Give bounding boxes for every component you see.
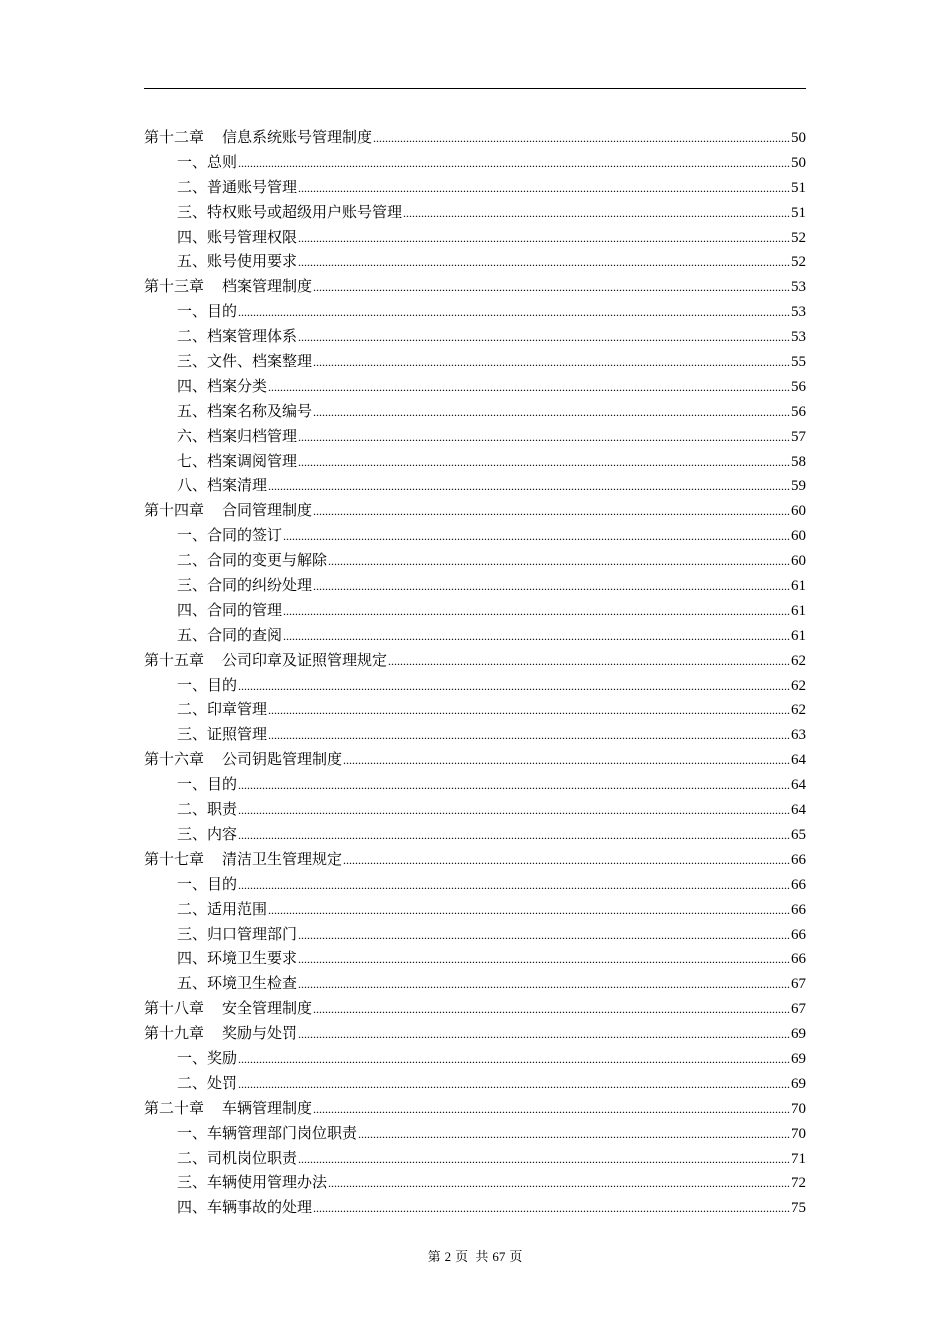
toc-dot-leader: [268, 375, 790, 400]
toc-entry-title: 五、账号使用要求: [177, 252, 298, 271]
toc-dot-leader: [328, 1171, 790, 1196]
toc-page-number: 60: [791, 528, 806, 545]
toc-entry-title: 五、合同的查阅: [177, 625, 283, 644]
toc-entry-title: 合同管理制度: [222, 501, 313, 520]
toc-section-entry[interactable]: [144, 523, 806, 548]
toc-page-number: 69: [791, 1026, 806, 1043]
toc-dot-leader: [283, 599, 790, 624]
toc-section-entry[interactable]: [144, 1121, 806, 1146]
toc-entry-title: 一、目的: [177, 874, 238, 893]
table-of-contents: [144, 125, 806, 1220]
toc-section-entry[interactable]: [144, 473, 806, 498]
toc-entry-label: [177, 473, 267, 498]
toc-page-number: 60: [791, 553, 806, 570]
toc-section-entry[interactable]: [144, 722, 806, 747]
toc-page-number: 53: [791, 279, 806, 296]
toc-dot-leader: [328, 549, 790, 574]
toc-entry-title: 公司印章及证照管理规定: [222, 650, 388, 669]
toc-dot-leader: [313, 400, 790, 425]
toc-page-number: 64: [791, 752, 806, 769]
toc-entry-title: 三、合同的纠纷处理: [177, 576, 313, 595]
toc-dot-leader: [238, 798, 790, 823]
toc-entry-label: [144, 648, 387, 673]
toc-entry-label: [144, 498, 312, 523]
toc-dot-leader: [313, 997, 790, 1022]
toc-section-entry[interactable]: [144, 922, 806, 947]
toc-page-number: 66: [791, 901, 806, 918]
toc-dot-leader: [298, 947, 790, 972]
toc-entry-title: 一、合同的签订: [177, 526, 283, 545]
toc-entry-title: 三、特权账号或超级用户账号管理: [177, 202, 403, 221]
toc-entry-label: [177, 424, 297, 449]
toc-page-number: 51: [791, 179, 806, 196]
toc-entry-title: 二、普通账号管理: [177, 177, 298, 196]
toc-entry-title: 二、印章管理: [177, 700, 268, 719]
toc-entry-title: 档案管理制度: [222, 277, 313, 296]
toc-page-number: 67: [791, 1001, 806, 1018]
toc-dot-leader: [313, 499, 790, 524]
toc-dot-leader: [388, 649, 790, 674]
toc-dot-leader: [268, 723, 790, 748]
toc-chapter-entry[interactable]: [144, 125, 806, 150]
toc-chapter-number: 第十四章: [144, 501, 205, 520]
toc-section-entry[interactable]: [144, 897, 806, 922]
toc-section-entry[interactable]: [144, 1195, 806, 1220]
toc-page-number: 51: [791, 204, 806, 221]
toc-entry-label: [177, 1195, 312, 1220]
toc-chapter-number: 第十三章: [144, 277, 205, 296]
toc-entry-title: 一、奖励: [177, 1048, 238, 1067]
toc-entry-title: 公司钥匙管理制度: [222, 750, 343, 769]
toc-chapter-number: 第十五章: [144, 650, 205, 669]
toc-entry-label: [144, 274, 312, 299]
toc-chapter-entry[interactable]: [144, 747, 806, 772]
toc-section-entry[interactable]: [144, 598, 806, 623]
toc-section-entry[interactable]: [144, 1046, 806, 1071]
toc-dot-leader: [373, 126, 790, 151]
toc-page-number: 55: [791, 354, 806, 371]
toc-section-entry[interactable]: [144, 249, 806, 274]
toc-page-number: 52: [791, 254, 806, 271]
toc-entry-label: [177, 772, 237, 797]
toc-section-entry[interactable]: [144, 449, 806, 474]
toc-page-number: 72: [791, 1175, 806, 1192]
toc-page-number: 61: [791, 627, 806, 644]
toc-page-number: 64: [791, 777, 806, 794]
toc-entry-title: 五、档案名称及编号: [177, 401, 313, 420]
toc-dot-leader: [238, 823, 790, 848]
toc-dot-leader: [298, 1022, 790, 1047]
toc-entry-title: 车辆管理制度: [222, 1098, 313, 1117]
toc-page-number: 62: [791, 702, 806, 719]
toc-entry-title: 七、档案调阅管理: [177, 451, 298, 470]
toc-dot-leader: [283, 624, 790, 649]
footer-current-page: 2: [444, 1249, 452, 1264]
toc-page-number: 70: [791, 1100, 806, 1117]
toc-section-entry[interactable]: [144, 872, 806, 897]
toc-page-number: 56: [791, 378, 806, 395]
toc-entry-label: [177, 673, 237, 698]
toc-chapter-entry[interactable]: [144, 996, 806, 1021]
footer-total-pages: 67: [492, 1249, 506, 1264]
toc-section-entry[interactable]: [144, 399, 806, 424]
toc-section-entry[interactable]: [144, 225, 806, 250]
toc-entry-title: 一、总则: [177, 152, 238, 171]
toc-dot-leader: [403, 201, 790, 226]
toc-chapter-entry[interactable]: [144, 498, 806, 523]
toc-section-entry[interactable]: [144, 1146, 806, 1171]
toc-page-number: 62: [791, 652, 806, 669]
toc-dot-leader: [238, 300, 790, 325]
toc-entry-title: 奖励与处罚: [222, 1024, 298, 1043]
toc-dot-leader: [238, 674, 790, 699]
toc-section-entry[interactable]: [144, 623, 806, 648]
toc-section-entry[interactable]: [144, 548, 806, 573]
toc-dot-leader: [358, 1122, 790, 1147]
toc-page-number: 50: [791, 154, 806, 171]
toc-page-number: 67: [791, 976, 806, 993]
toc-page-number: 66: [791, 951, 806, 968]
toc-entry-label: [177, 797, 237, 822]
toc-entry-title: 一、目的: [177, 302, 238, 321]
toc-page-number: 63: [791, 727, 806, 744]
toc-dot-leader: [298, 972, 790, 997]
toc-page-number: 61: [791, 578, 806, 595]
toc-chapter-entry[interactable]: [144, 847, 806, 872]
toc-entry-label: [177, 1046, 237, 1071]
toc-entry-title: 信息系统账号管理制度: [222, 128, 373, 146]
toc-page-number: 70: [791, 1125, 806, 1142]
toc-entry-title: 二、合同的变更与解除: [177, 551, 328, 570]
toc-entry-label: [177, 299, 237, 324]
toc-entry-label: [177, 822, 237, 847]
toc-page-number: 66: [791, 926, 806, 943]
toc-entry-title: 二、处罚: [177, 1073, 238, 1092]
toc-page-number: 53: [791, 304, 806, 321]
toc-entry-label: [177, 150, 237, 175]
toc-page-number: 62: [791, 677, 806, 694]
toc-dot-leader: [313, 350, 790, 375]
toc-entry-title: 一、目的: [177, 675, 238, 694]
toc-page-number: 69: [791, 1075, 806, 1092]
footer-total-word: 共: [475, 1249, 489, 1264]
toc-entry-title: 四、合同的管理: [177, 600, 283, 619]
toc-chapter-entry[interactable]: [144, 648, 806, 673]
toc-section-entry[interactable]: [144, 175, 806, 200]
toc-section-entry[interactable]: [144, 946, 806, 971]
toc-dot-leader: [298, 923, 790, 948]
toc-entry-label: [177, 872, 237, 897]
toc-entry-label: [177, 523, 282, 548]
toc-section-entry[interactable]: [144, 200, 806, 225]
toc-section-entry[interactable]: [144, 797, 806, 822]
toc-entry-label: [177, 946, 297, 971]
toc-entry-title: 三、证照管理: [177, 725, 268, 744]
footer-page-word: 页: [455, 1249, 469, 1264]
footer-suffix: 页: [509, 1249, 523, 1264]
toc-entry-label: [177, 623, 282, 648]
toc-entry-label: [177, 399, 312, 424]
toc-dot-leader: [268, 474, 790, 499]
toc-chapter-number: 第十九章: [144, 1024, 205, 1043]
toc-entry-title: 六、档案归档管理: [177, 426, 298, 445]
toc-entry-title: 一、车辆管理部门岗位职责: [177, 1123, 358, 1142]
toc-dot-leader: [298, 450, 790, 475]
toc-page-number: 50: [791, 130, 806, 146]
toc-dot-leader: [238, 773, 790, 798]
toc-section-entry[interactable]: [144, 573, 806, 598]
toc-entry-label: [177, 324, 297, 349]
toc-entry-label: [177, 697, 267, 722]
toc-section-entry[interactable]: [144, 1071, 806, 1096]
toc-entry-label: [177, 573, 312, 598]
toc-section-entry[interactable]: [144, 424, 806, 449]
toc-dot-leader: [268, 698, 790, 723]
toc-dot-leader: [343, 748, 790, 773]
toc-page-number: 69: [791, 1050, 806, 1067]
toc-dot-leader: [298, 176, 790, 201]
toc-section-entry[interactable]: [144, 673, 806, 698]
toc-dot-leader: [313, 1097, 790, 1122]
toc-entry-title: 清洁卫生管理规定: [222, 849, 343, 868]
toc-entry-title: 四、车辆事故的处理: [177, 1198, 313, 1217]
toc-entry-title: 一、目的: [177, 775, 238, 794]
toc-entry-label: [177, 548, 327, 573]
toc-page-number: 64: [791, 802, 806, 819]
toc-chapter-entry[interactable]: [144, 1096, 806, 1121]
toc-entry-label: [177, 922, 297, 947]
toc-entry-label: [144, 847, 342, 872]
toc-entry-title: 二、司机岗位职责: [177, 1148, 298, 1167]
toc-dot-leader: [268, 898, 790, 923]
toc-dot-leader: [343, 848, 790, 873]
toc-section-entry[interactable]: [144, 349, 806, 374]
toc-entry-label: [144, 125, 372, 150]
toc-section-entry[interactable]: [144, 324, 806, 349]
toc-page-number: 65: [791, 826, 806, 843]
page-footer: [0, 1246, 950, 1265]
toc-entry-title: 五、环境卫生检查: [177, 974, 298, 993]
toc-entry-title: 二、适用范围: [177, 899, 268, 918]
toc-entry-label: [177, 200, 402, 225]
toc-section-entry[interactable]: [144, 374, 806, 399]
toc-section-entry[interactable]: [144, 1170, 806, 1195]
toc-entry-label: [177, 1121, 357, 1146]
toc-dot-leader: [298, 250, 790, 275]
toc-chapter-number: 第十六章: [144, 750, 205, 769]
toc-dot-leader: [298, 226, 790, 251]
toc-section-entry[interactable]: [144, 971, 806, 996]
toc-page-number: 57: [791, 428, 806, 445]
toc-page-number: 52: [791, 229, 806, 246]
toc-entry-title: 二、职责: [177, 800, 238, 819]
toc-entry-label: [177, 722, 267, 747]
toc-page-number: 53: [791, 329, 806, 346]
toc-entry-label: [177, 374, 267, 399]
header-rule: [144, 88, 806, 89]
toc-entry-label: [177, 225, 297, 250]
toc-dot-leader: [238, 151, 790, 176]
toc-dot-leader: [298, 1147, 790, 1172]
toc-dot-leader: [283, 524, 790, 549]
toc-entry-label: [177, 1071, 237, 1096]
toc-entry-label: [144, 996, 312, 1021]
toc-dot-leader: [313, 574, 790, 599]
toc-entry-title: 四、账号管理权限: [177, 227, 298, 246]
footer-prefix: 第: [427, 1249, 441, 1264]
toc-entry-label: [177, 1146, 297, 1171]
toc-page-number: 66: [791, 851, 806, 868]
toc-chapter-number: 第十八章: [144, 999, 205, 1018]
toc-entry-title: 三、文件、档案整理: [177, 352, 313, 371]
toc-dot-leader: [298, 425, 790, 450]
toc-entry-label: [177, 175, 297, 200]
toc-page-number: 75: [791, 1200, 806, 1217]
toc-entry-label: [177, 349, 312, 374]
toc-entry-label: [144, 747, 342, 772]
toc-section-entry[interactable]: [144, 150, 806, 175]
toc-section-entry[interactable]: [144, 772, 806, 797]
toc-page-number: 66: [791, 876, 806, 893]
toc-entry-title: 三、归口管理部门: [177, 924, 298, 943]
toc-entry-label: [177, 971, 297, 996]
toc-entry-title: 八、档案清理: [177, 476, 268, 495]
toc-chapter-number: 第二十章: [144, 1098, 205, 1117]
toc-page-number: 56: [791, 403, 806, 420]
toc-dot-leader: [298, 325, 790, 350]
toc-entry-label: [144, 1021, 297, 1046]
toc-chapter-entry[interactable]: [144, 274, 806, 299]
toc-page-number: 61: [791, 602, 806, 619]
toc-entry-label: [177, 598, 282, 623]
toc-chapter-number: 第十二章: [144, 128, 205, 146]
toc-dot-leader: [238, 873, 790, 898]
toc-dot-leader: [238, 1072, 790, 1097]
toc-entry-label: [177, 897, 267, 922]
toc-page-number: 60: [791, 503, 806, 520]
toc-chapter-entry[interactable]: [144, 1021, 806, 1046]
toc-entry-title: 四、档案分类: [177, 376, 268, 395]
toc-section-entry[interactable]: [144, 697, 806, 722]
toc-entry-title: 安全管理制度: [222, 999, 313, 1018]
toc-dot-leader: [313, 1196, 790, 1221]
toc-chapter-number: 第十七章: [144, 849, 205, 868]
toc-dot-leader: [238, 1047, 790, 1072]
toc-page-number: 59: [791, 478, 806, 495]
toc-page-number: 71: [791, 1150, 806, 1167]
toc-section-entry[interactable]: [144, 822, 806, 847]
toc-entry-label: [144, 1096, 312, 1121]
toc-entry-title: 二、档案管理体系: [177, 327, 298, 346]
toc-entry-label: [177, 249, 297, 274]
toc-entry-title: 四、环境卫生要求: [177, 949, 298, 968]
toc-dot-leader: [313, 275, 790, 300]
toc-entry-label: [177, 1170, 327, 1195]
toc-entry-title: 三、车辆使用管理办法: [177, 1173, 328, 1192]
toc-entry-title: 三、内容: [177, 824, 238, 843]
toc-page-number: 58: [791, 453, 806, 470]
toc-entry-label: [177, 449, 297, 474]
toc-section-entry[interactable]: [144, 299, 806, 324]
